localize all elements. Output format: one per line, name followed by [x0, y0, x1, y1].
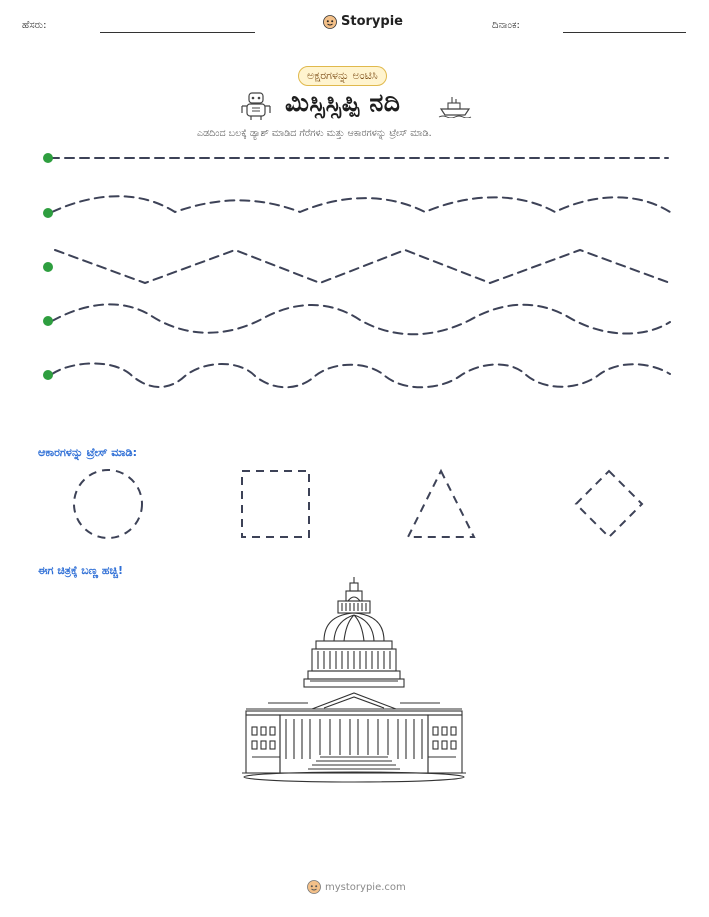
tracing-lines — [0, 140, 709, 400]
brand-logo — [323, 14, 403, 29]
trace-line-zigzag — [55, 250, 670, 283]
trace-square — [242, 471, 309, 537]
name-label: ಹೆಸರು: — [22, 20, 47, 31]
trace-line-wave — [52, 304, 670, 334]
start-dot — [43, 370, 53, 380]
trace-line-gentle-wave — [52, 196, 670, 212]
page-title: ಮಿಸ್ಸಿಸ್ಸಿಪ್ಪಿ ನದಿ — [285, 88, 401, 117]
capitol-building-illustration — [240, 575, 468, 785]
sticker-badge: ಅಕ್ಷರಗಳನ್ನು ಅಂಟಿಸಿ — [298, 66, 387, 86]
trace-triangle — [408, 471, 474, 537]
trace-diamond — [576, 471, 642, 537]
boat-icon — [438, 94, 472, 118]
instruction-text: ಎಡದಿಂದ ಬಲಕ್ಕೆ ಡ್ಯಾಶ್ ಮಾಡಿದ ಗೆರೆಗಳು ಮತ್ತು ಆಕಾರಗಳನ್ನು ಟ್ರೇಸ್ ಮಾಡಿ. — [197, 128, 432, 139]
trace-line-tight-wave — [52, 363, 670, 387]
footer-url[interactable]: mystorypie.com — [325, 881, 406, 893]
trace-circle — [74, 470, 142, 538]
date-line[interactable] — [563, 32, 686, 33]
robot-icon — [240, 91, 272, 121]
name-line[interactable] — [100, 32, 255, 33]
brand-name: Storypie — [341, 14, 403, 29]
start-dot — [43, 316, 53, 326]
start-dot — [43, 262, 53, 272]
start-dot — [43, 153, 53, 163]
storypie-logo-icon — [323, 15, 337, 29]
coloring-heading: ಈಗ ಚಿತ್ರಕ್ಕೆ ಬಣ್ಣ ಹಚ್ಚಿ! — [38, 564, 124, 577]
date-label: ದಿನಾಂಕ: — [492, 20, 520, 31]
tracing-shapes — [0, 460, 709, 550]
storypie-logo-icon — [307, 880, 321, 894]
start-dot — [43, 208, 53, 218]
shapes-heading: ಆಕಾರಗಳನ್ನು ಟ್ರೇಸ್ ಮಾಡಿ: — [38, 446, 137, 459]
footer — [307, 880, 406, 894]
